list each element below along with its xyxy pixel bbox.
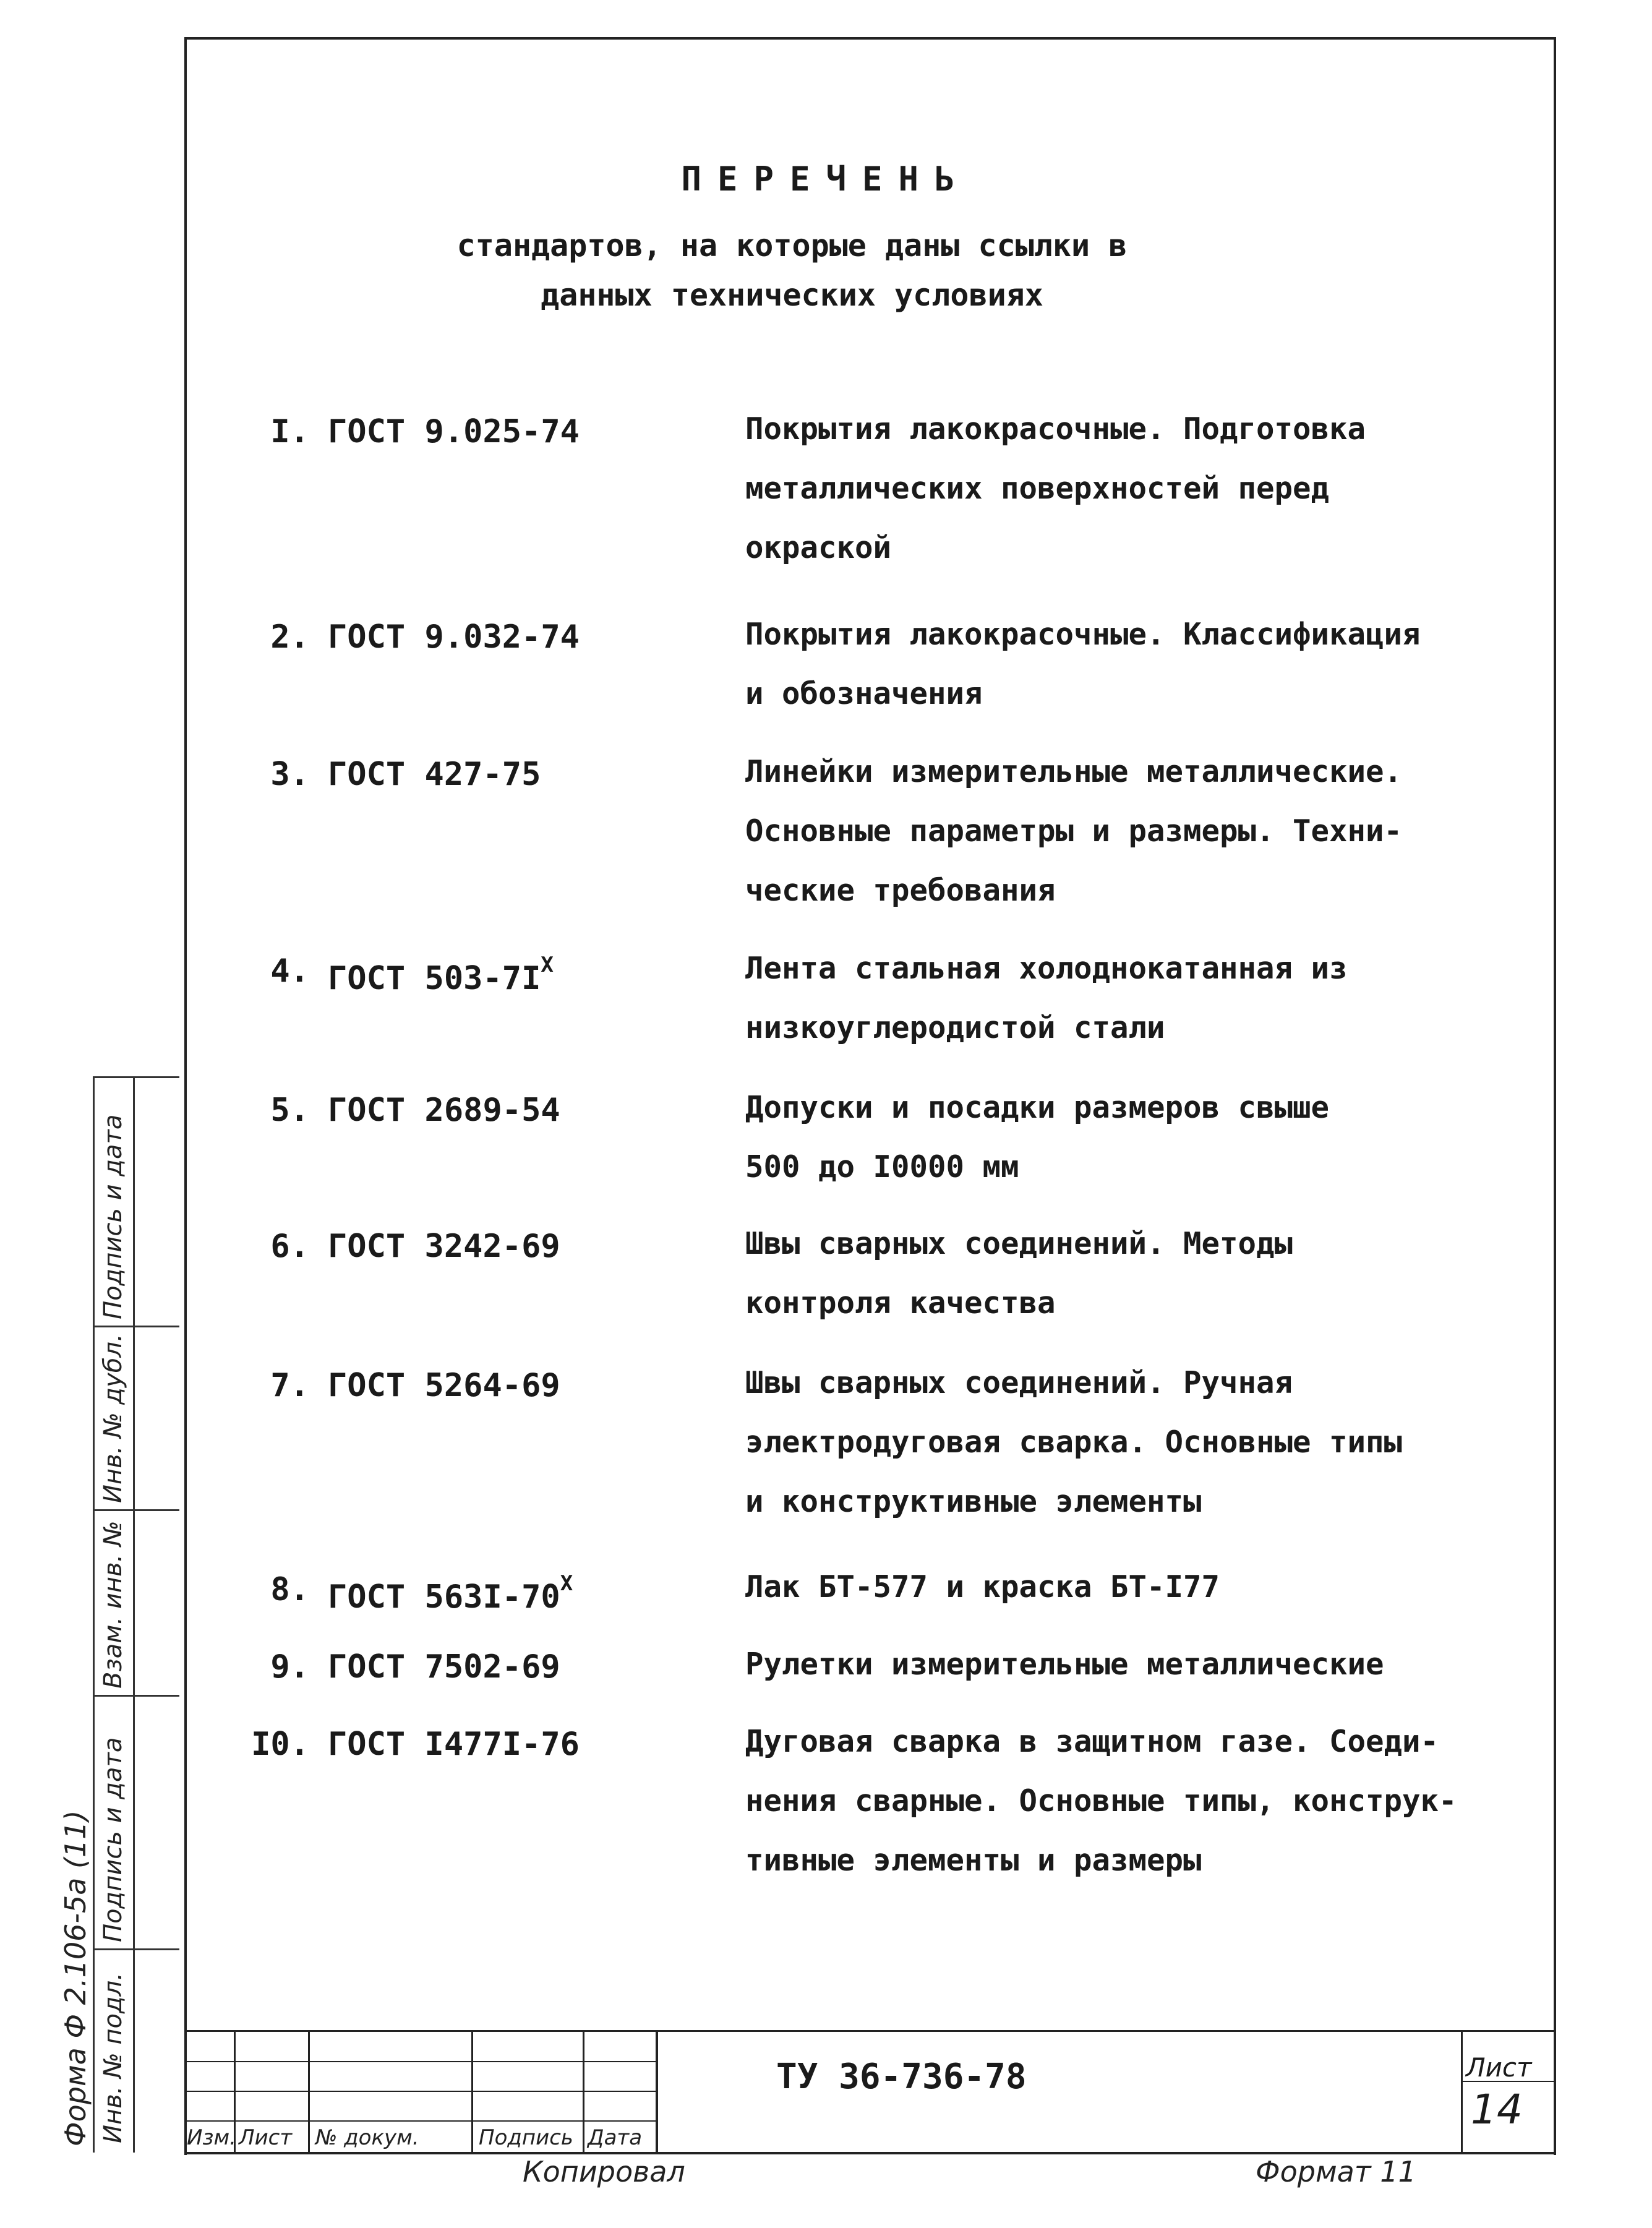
side-stamp-divider — [93, 1076, 179, 1078]
standard-code-text: ГОСТ 3242-69 — [328, 1228, 560, 1265]
standard-code — [328, 1648, 560, 1686]
standard-description-line: Швы сварных соединений. Ручная — [745, 1365, 1293, 1400]
standard-code — [328, 1367, 560, 1404]
title-block-col-line — [656, 2030, 658, 2152]
standard-description-line: металлических поверхностей перед — [745, 471, 1330, 506]
standard-description — [745, 1078, 1475, 1197]
document-code: ТУ 36-736-78 — [776, 2057, 1027, 2097]
side-stamp-outer-line — [93, 1076, 95, 2153]
stamp-list-label: Лист — [239, 2125, 293, 2150]
podpis-data-label-lower: Подпись и дата — [99, 1737, 127, 1942]
standard-description-line: Швы сварных соединений. Методы — [745, 1226, 1293, 1261]
standard-description — [745, 1557, 1475, 1617]
standard-code-text: ГОСТ 563I-70 — [328, 1579, 560, 1616]
standard-code — [328, 756, 541, 793]
standard-description — [745, 605, 1475, 724]
format-label: Формат 11 — [1256, 2155, 1416, 2188]
title-block-row-line — [184, 2061, 656, 2062]
title-block-row-line — [184, 2091, 656, 2092]
form-label: Форма Ф 2.106-5а (11) — [59, 1810, 92, 2146]
standard-description-line: низкоуглеродистой стали — [745, 1010, 1165, 1045]
standard-description-line: Лента стальная холоднокатанная из — [745, 951, 1348, 986]
standard-code-text: ГОСТ 2689-54 — [328, 1092, 560, 1129]
standard-description — [745, 1712, 1475, 1890]
standard-description — [745, 1353, 1475, 1532]
standard-code-text: ГОСТ 5264-69 — [328, 1367, 560, 1404]
standard-description-line: Покрытия лакокрасочные. Классификация — [745, 617, 1421, 652]
standard-number: 4. — [270, 953, 309, 990]
standard-code-text: ГОСТ 9.032-74 — [328, 619, 580, 656]
frame-bottom-line — [184, 2152, 1554, 2154]
kopiroval-label: Копировал — [523, 2155, 685, 2188]
standard-code — [328, 1228, 560, 1265]
standard-description-line: Покрытия лакокрасочные. Подготовка — [745, 411, 1366, 447]
standard-code-text: ГОСТ I477I-76 — [328, 1726, 580, 1763]
standard-description — [745, 400, 1475, 578]
standard-code-text: ГОСТ 7502-69 — [328, 1648, 560, 1686]
stamp-izm-label: Изм. — [187, 2125, 236, 2150]
side-stamp-divider — [93, 1948, 179, 1950]
standard-number: 5. — [270, 1092, 309, 1129]
side-stamp-divider — [93, 1695, 179, 1697]
standard-description-line: Лак БТ-577 и краска БТ-I77 — [745, 1569, 1220, 1605]
standard-number: 8. — [270, 1571, 309, 1608]
standard-number: 9. — [270, 1648, 309, 1686]
standard-description-line: Рулетки измерительные металлические — [745, 1647, 1384, 1682]
title-block-col-line — [471, 2030, 473, 2152]
stamp-data-label: Дата — [588, 2125, 643, 2150]
standard-number: 2. — [270, 619, 309, 656]
standard-description-line: Дуговая сварка в защитном газе. Соеди- — [745, 1724, 1439, 1759]
title-block-col-line — [1461, 2030, 1463, 2152]
standard-code — [328, 1571, 573, 1616]
title-block-col-line — [583, 2030, 584, 2152]
standard-description — [745, 1214, 1475, 1333]
standard-code-text: ГОСТ 427-75 — [328, 756, 541, 793]
standard-change-mark: X — [560, 1571, 573, 1596]
standard-number: I0. — [251, 1726, 309, 1763]
standard-number: 3. — [270, 756, 309, 793]
standard-change-mark: X — [541, 953, 554, 977]
title-block-col-line — [308, 2030, 310, 2152]
document-subtitle-line-1: стандартов, на которые даны ссылки в — [456, 228, 1128, 264]
stamp-dokum-label: № докум. — [315, 2125, 419, 2150]
standard-description — [745, 939, 1475, 1058]
standard-description-line: Основные параметры и размеры. Техни- — [745, 813, 1403, 849]
standard-description — [745, 742, 1475, 920]
title-block-top-line — [184, 2030, 1554, 2032]
standard-number: I. — [270, 413, 309, 450]
standard-description-line: Линейки измерительные металлические. — [745, 754, 1403, 789]
standard-number: 6. — [270, 1228, 309, 1265]
standard-code — [328, 953, 554, 997]
standard-description-line: Допуски и посадки размеров свыше — [745, 1090, 1330, 1125]
standard-code — [328, 1726, 580, 1763]
standard-description-line: и обозначения — [745, 676, 983, 711]
inv-podl-label: Инв. № подл. — [99, 1973, 127, 2143]
document-title: ПЕРЕЧЕНЬ — [681, 160, 971, 199]
document-subtitle-line-2: данных технических условиях — [541, 277, 1043, 313]
standard-description-line: ческие требования — [745, 873, 1056, 908]
standard-description-line: контроля качества — [745, 1285, 1056, 1321]
inv-dubl-label: Инв. № дубл. — [99, 1334, 127, 1503]
standard-code-text: ГОСТ 9.025-74 — [328, 413, 580, 450]
podpis-data-label-upper: Подпись и дата — [99, 1114, 127, 1319]
sheet-number: 14 — [1471, 2086, 1523, 2133]
standard-description-line: 500 до I0000 мм — [745, 1149, 1019, 1185]
standard-description-line: тивные элементы и размеры — [745, 1843, 1202, 1878]
sheet-label: Лист — [1466, 2052, 1532, 2083]
standard-code-text: ГОСТ 503-7I — [328, 960, 541, 997]
stamp-podpis-label: Подпись — [479, 2125, 573, 2150]
standard-description-line: нения сварные. Основные типы, конструк- — [745, 1783, 1457, 1819]
standard-description — [745, 1635, 1475, 1694]
vzam-inv-label: Взам. инв. № — [99, 1520, 127, 1689]
side-stamp-divider — [93, 1326, 179, 1327]
standard-code — [328, 1092, 560, 1129]
title-block-row-line — [184, 2120, 656, 2122]
side-stamp-divider — [93, 1509, 179, 1511]
standard-description-line: и конструктивные элементы — [745, 1484, 1202, 1519]
standard-description-line: электродуговая сварка. Основные типы — [745, 1425, 1403, 1460]
standard-description-line: окраской — [745, 530, 892, 565]
standard-number: 7. — [270, 1367, 309, 1404]
standard-code — [328, 413, 580, 450]
standard-code — [328, 619, 580, 656]
side-stamp-inner-line — [133, 1076, 135, 2153]
